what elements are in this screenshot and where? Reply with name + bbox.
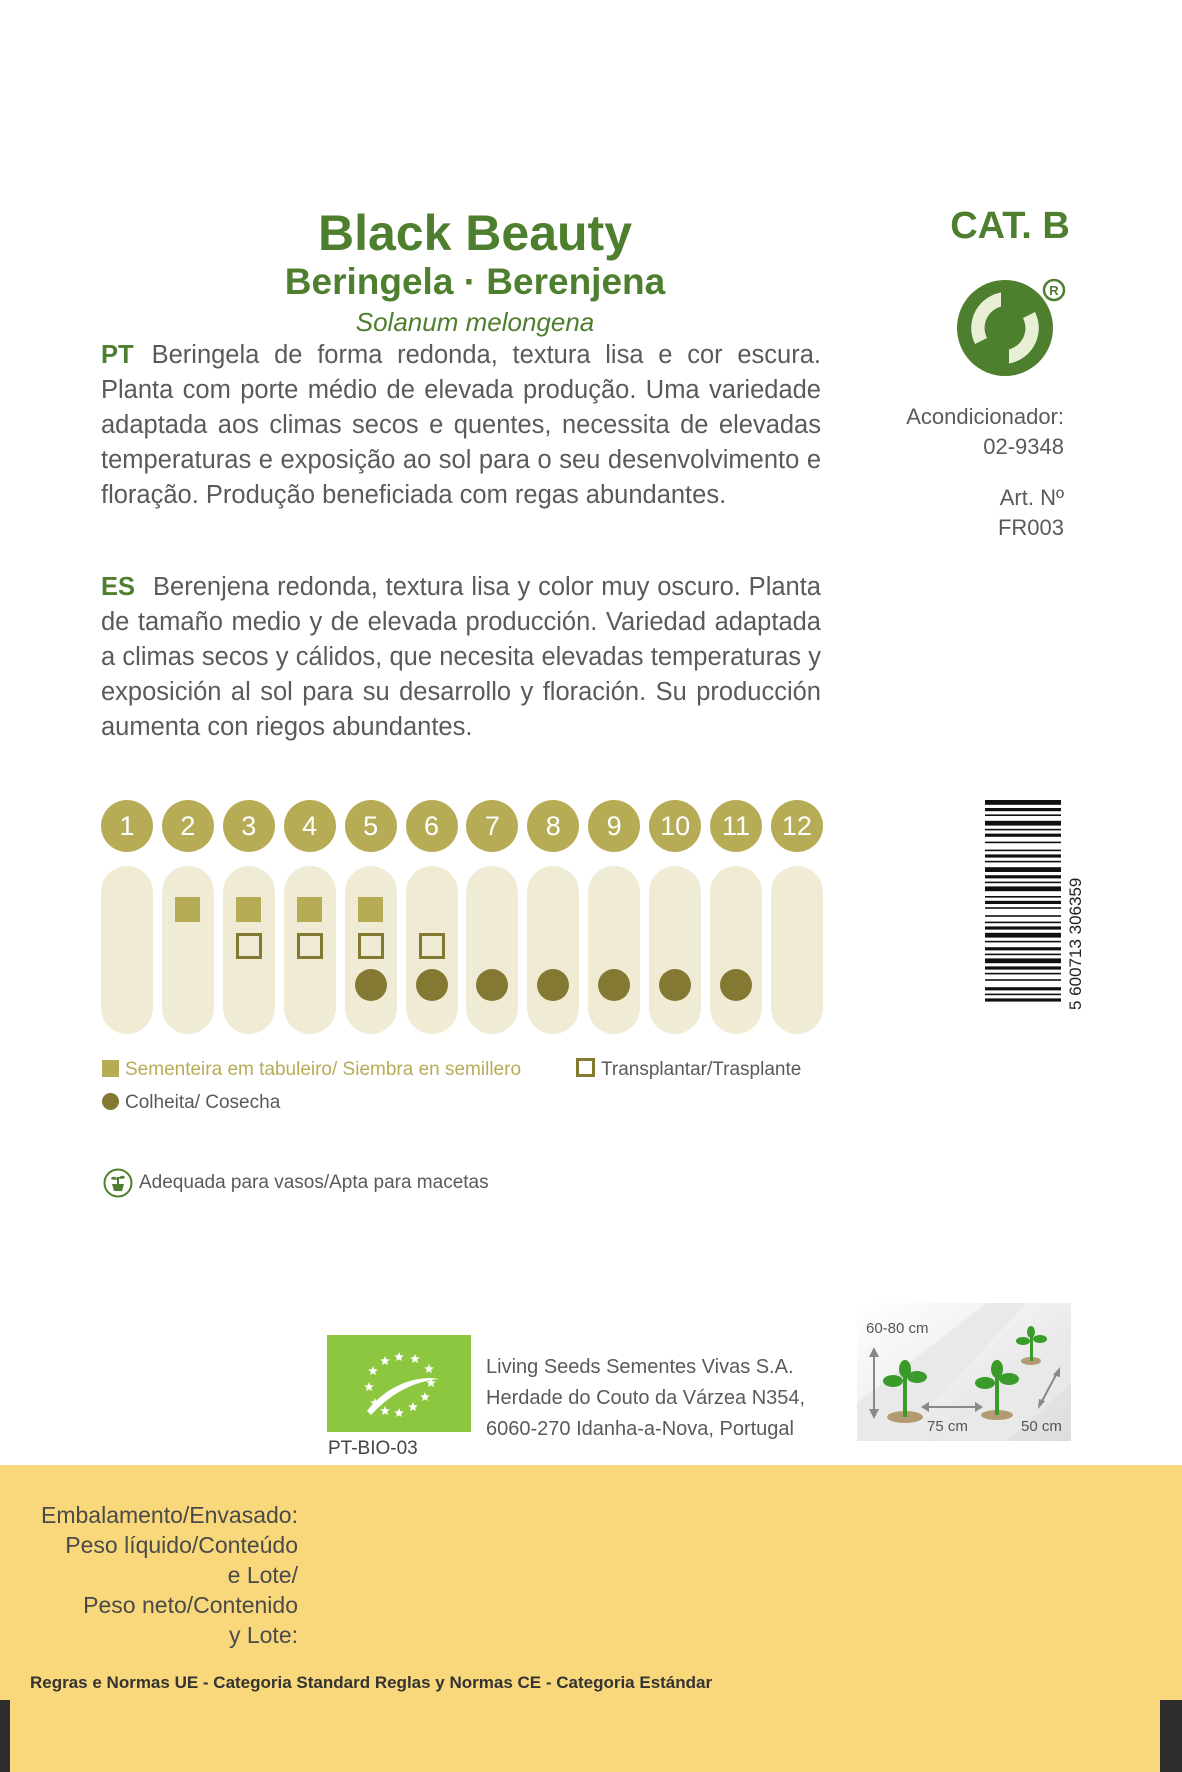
barcode bbox=[985, 800, 1095, 1015]
packaging-line-5: y Lote: bbox=[228, 1622, 298, 1648]
sowing-square-icon bbox=[102, 1060, 119, 1077]
company-address: Herdade do Couto da Várzea N354, bbox=[486, 1387, 806, 1409]
depth-label: 60-80 cm bbox=[866, 1320, 929, 1337]
description-es bbox=[101, 570, 821, 745]
sowing-marker bbox=[358, 897, 383, 922]
harvest-marker bbox=[416, 969, 448, 1001]
month-number: 1 bbox=[101, 800, 153, 852]
legend-transplant-label: Transplantar/Trasplante bbox=[601, 1059, 802, 1080]
transplant-square-icon bbox=[576, 1058, 595, 1077]
sowing-marker bbox=[175, 897, 200, 922]
packaging-line-3: e Lote/ bbox=[227, 1562, 298, 1588]
svg-text:R: R bbox=[1049, 283, 1059, 298]
row-distance-label: 50 cm bbox=[1021, 1418, 1062, 1435]
packaging-line-2: Peso líquido/Conteúdo bbox=[65, 1532, 298, 1558]
calendar-month-2 bbox=[162, 800, 214, 852]
sowing-marker bbox=[236, 897, 261, 922]
transplant-marker bbox=[236, 933, 262, 959]
description-pt-text: Beringela de forma redonda, textura lisa e cor escura. Planta com porte médio de elevada produção. Uma variedade adaptada aos climas secos e quentes, necessita de elevadas temperaturas e exposição ao sol para o seu desenvolvimento e floração. Produção beneficiada com regas abundantes. bbox=[101, 341, 821, 509]
product-title: Black Beauty bbox=[317, 205, 633, 261]
category-label: CAT. B bbox=[950, 205, 1070, 247]
plant-distance-label: 75 cm bbox=[927, 1418, 968, 1435]
lang-code-es: ES bbox=[101, 573, 136, 601]
month-number: 8 bbox=[527, 800, 579, 852]
month-column bbox=[466, 866, 518, 1034]
calendar-month-4 bbox=[284, 800, 336, 852]
month-column bbox=[101, 866, 153, 1034]
sowing-calendar bbox=[101, 800, 824, 1040]
calendar-month-7 bbox=[466, 800, 518, 852]
eu-organic-logo bbox=[327, 1335, 471, 1432]
green-dot-recycle-icon bbox=[955, 278, 1055, 378]
company-city: 6060-270 Idanha-a-Nova, Portugal bbox=[486, 1418, 794, 1440]
month-column bbox=[527, 866, 579, 1034]
month-number: 2 bbox=[162, 800, 214, 852]
month-number: 7 bbox=[466, 800, 518, 852]
month-column bbox=[406, 866, 458, 1034]
legend-sowing-label: Sementeira em tabuleiro/ Siembra en semillero bbox=[125, 1059, 522, 1080]
product-subtitle: Beringela · Berenjena bbox=[284, 261, 666, 302]
description-es-text: Berenjena redonda, textura lisa y color muy oscuro. Planta de tamaño medio y de elevada producción. Variedad adaptada a climas secos y cálidos, que necesita elevadas temperaturas y exposición al sol para su desarrollo y floración. Su producción aumenta con riegos abundantes. bbox=[101, 573, 821, 741]
acondicionador-value: 02-9348 bbox=[983, 434, 1064, 459]
article-value: FR003 bbox=[997, 515, 1064, 540]
legend-harvest-label: Colheita/ Cosecha bbox=[125, 1092, 281, 1113]
harvest-marker bbox=[355, 969, 387, 1001]
month-column bbox=[284, 866, 336, 1034]
company-name: Living Seeds Sementes Vivas S.A. bbox=[486, 1356, 794, 1378]
barcode-digits: 5 600713 306359 bbox=[1066, 877, 1085, 1010]
harvest-marker bbox=[476, 969, 508, 1001]
lang-code-pt: PT bbox=[101, 341, 134, 369]
transplant-marker bbox=[358, 933, 384, 959]
calendar-month-6 bbox=[406, 800, 458, 852]
month-column bbox=[588, 866, 640, 1034]
description-pt bbox=[101, 338, 821, 513]
month-number: 5 bbox=[345, 800, 397, 852]
month-column bbox=[162, 866, 214, 1034]
transplant-marker bbox=[297, 933, 323, 959]
sowing-marker bbox=[297, 897, 322, 922]
edge-mark-right bbox=[1160, 1700, 1182, 1772]
harvest-marker bbox=[659, 969, 691, 1001]
month-number: 6 bbox=[406, 800, 458, 852]
month-column bbox=[223, 866, 275, 1034]
calendar-month-12 bbox=[771, 800, 823, 852]
latin-name: Solanum melongena bbox=[355, 307, 595, 337]
pots-suitability: Adequada para vasos/Apta para macetas bbox=[139, 1172, 489, 1193]
harvest-marker bbox=[598, 969, 630, 1001]
acondicionador-label: Acondicionador: bbox=[906, 404, 1064, 429]
transplant-marker bbox=[419, 933, 445, 959]
legend-harvest bbox=[102, 1091, 280, 1115]
packaging-info bbox=[20, 1500, 298, 1650]
harvest-marker bbox=[720, 969, 752, 1001]
month-number: 12 bbox=[771, 800, 823, 852]
month-column bbox=[345, 866, 397, 1034]
edge-mark-left bbox=[0, 1700, 10, 1772]
month-number: 11 bbox=[710, 800, 762, 852]
harvest-marker bbox=[537, 969, 569, 1001]
calendar-month-9 bbox=[588, 800, 640, 852]
harvest-dot-icon bbox=[102, 1093, 119, 1110]
calendar-month-8 bbox=[527, 800, 579, 852]
article-label: Art. Nº bbox=[999, 485, 1064, 510]
month-column bbox=[710, 866, 762, 1034]
regulations-text: Regras e Normas UE - Categoria Standard Reglas y Normas CE - Categoria Estándar bbox=[30, 1673, 713, 1692]
organic-certification-code: PT-BIO-03 bbox=[328, 1438, 418, 1459]
calendar-month-5 bbox=[345, 800, 397, 852]
month-number: 4 bbox=[284, 800, 336, 852]
registered-mark-icon bbox=[1042, 278, 1066, 302]
month-number: 3 bbox=[223, 800, 275, 852]
month-number: 10 bbox=[649, 800, 701, 852]
month-number: 9 bbox=[588, 800, 640, 852]
calendar-month-10 bbox=[649, 800, 701, 852]
legend-transplant bbox=[576, 1058, 801, 1082]
month-column bbox=[649, 866, 701, 1034]
pot-plant-icon bbox=[103, 1168, 133, 1198]
packaging-line-1: Embalamento/Envasado: bbox=[41, 1502, 298, 1528]
calendar-month-3 bbox=[223, 800, 275, 852]
packaging-line-4: Peso neto/Contenido bbox=[83, 1592, 298, 1618]
legend-sowing bbox=[102, 1058, 521, 1082]
calendar-month-11 bbox=[710, 800, 762, 852]
month-column bbox=[771, 866, 823, 1034]
plant-spacing-diagram bbox=[857, 1303, 1071, 1441]
calendar-month-1 bbox=[101, 800, 153, 852]
